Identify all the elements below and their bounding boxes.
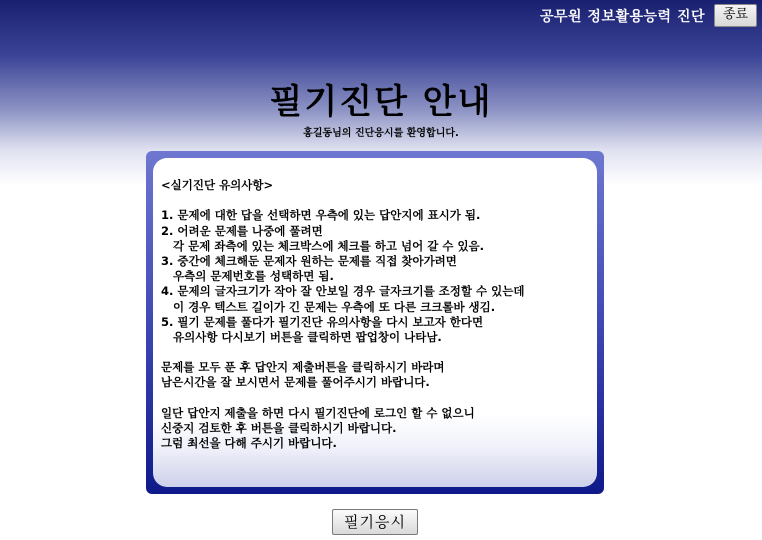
notice-line: 5. 필기 문제를 풀다가 필기진단 유의사항을 다시 보고자 한다면	[161, 314, 484, 329]
notice-line: 유의사항 다시보기 버튼을 클릭하면 팝업창이 나타남.	[161, 329, 442, 344]
notice-line: 3. 중간에 체크해둔 문제자 원하는 문제를 직접 찾아가려면	[161, 253, 457, 268]
notice-line: 4. 문제의 글자크기가 작아 잘 안보일 경우 글자크기를 조정할 수 있는데	[161, 284, 525, 299]
notice-line: 이 경우 텍스트 길이가 긴 문제는 우측에 또 다른 크크롤바 생김.	[161, 299, 496, 314]
notice-line: 우측의 문제번호를 성택하면 됨.	[161, 269, 334, 284]
notice-line: 일단 답안지 제출을 하면 다시 필기진단에 로그인 할 수 없으니	[161, 405, 475, 420]
notice-line: 그럼 최선을 다해 주시기 바랍니다.	[161, 436, 337, 451]
notice-line	[161, 193, 597, 208]
exit-button[interactable]: 종료	[714, 4, 757, 27]
notice-line: 문제를 모두 푼 후 답안지 제출버튼을 클릭하시기 바라며	[161, 360, 445, 375]
notice-line: 남은시간을 잘 보시면서 문제를 풀어주시기 바랍니다.	[161, 375, 430, 390]
notice-box	[153, 158, 597, 487]
notice-line: 신중지 검토한 후 버튼을 클릭하시기 바랍니다.	[161, 421, 397, 435]
notice-heading: <실기진단 유의사항>	[161, 178, 274, 192]
notice-line: 각 문제 좌측에 있는 체크박스에 체크를 하고 넘어 갈 수 있음.	[161, 238, 485, 253]
welcome-subtitle: 홍길동님의 진단응시를 환영합니다.	[303, 128, 459, 139]
notice-line	[161, 391, 597, 406]
notice-line	[161, 345, 597, 360]
start-exam-button[interactable]: 필기응시	[332, 509, 418, 535]
app-header-title: 공무원 정보활용능력 진단	[539, 9, 705, 25]
notice-frame	[146, 151, 604, 494]
notice-line: 1. 문제에 대한 답을 선택하면 우측에 있는 답안지에 표시가 됨.	[161, 208, 481, 223]
page-title: 필기진단 안내	[269, 82, 493, 122]
notice-line: 2. 어려운 문제를 나중에 풀려면	[161, 223, 323, 238]
